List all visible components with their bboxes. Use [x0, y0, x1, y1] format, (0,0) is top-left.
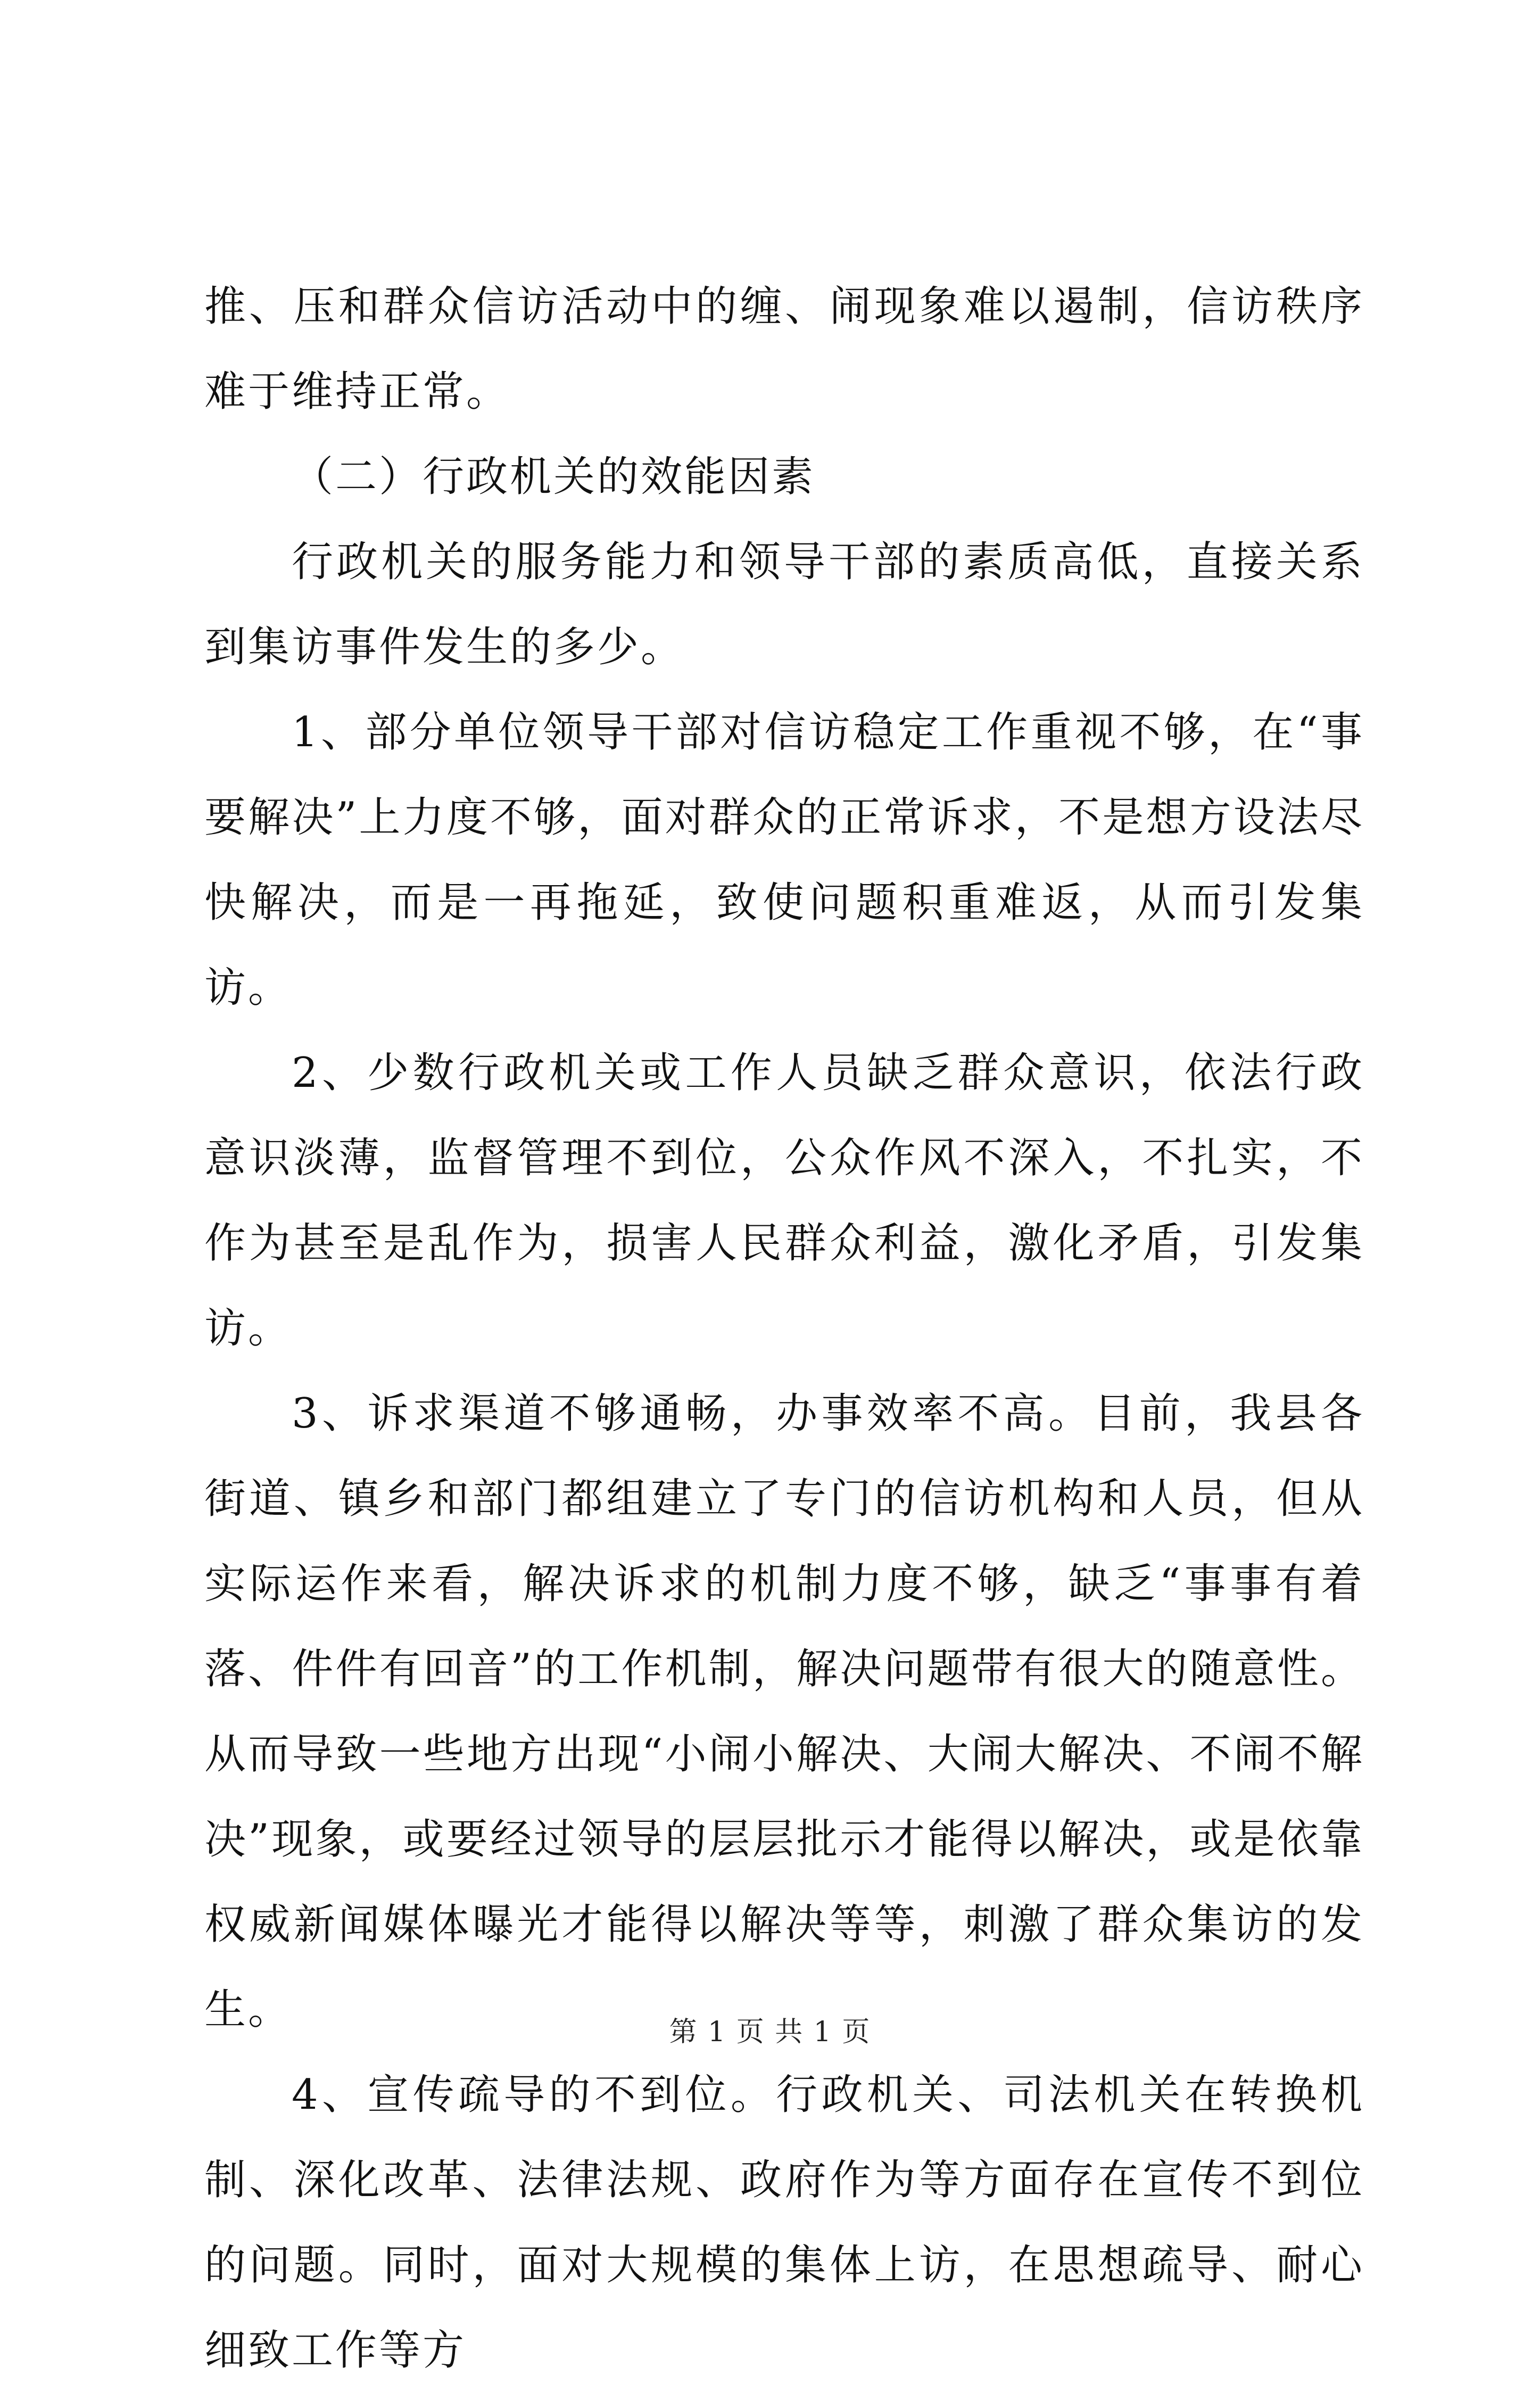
paragraph-point-4: 4、宣传疏导的不到位。行政机关、司法机关在转换机制、深化改革、法律法规、政府作为等方面存在宣传不到位的问题。同时，面对大规模的集体上访，在思想疏导、耐心细致工作等方	[204, 2071, 1364, 2374]
paragraph-point-1: 1、部分单位领导干部对信访稳定工作重视不够，在“事要解决”上力度不够，面对群众的正常诉求，不是想方设法尽快解决，而是一再拖延，致使问题积重难返，从而引发集访。	[204, 708, 1364, 1012]
paragraph-continuation: 推、压和群众信访活动中的缠、闹现象难以遏制，信访秩序难于维持正常。	[204, 283, 1364, 416]
paragraph-intro: 行政机关的服务能力和领导干部的素质高低，直接关系到集访事件发生的多少。	[204, 538, 1364, 671]
document-body	[204, 264, 1364, 2393]
paragraph-point-2: 2、少数行政机关或工作人员缺乏群众意识，依法行政意识淡薄，监督管理不到位，公众作风不深入，不扎实，不作为甚至是乱作为，损害人民群众利益，激化矛盾，引发集访。	[204, 1049, 1364, 1352]
section-heading: （二）行政机关的效能因素	[292, 453, 816, 501]
paragraph-point-3: 3、诉求渠道不够通畅，办事效率不高。目前，我县各街道、镇乡和部门都组建立了专门的信访机构和人员，但从实际运作来看，解决诉求的机制力度不够，缺乏“事事有着落、件件有回音”的工作机制，解决问题带有很大的随意性。从而导致一些地方出现“小闹小解决、大闹大解决、不闹不解决”现象，或要经过领导的层层批示才能得以解决，或是依靠权威新闻媒体曝光才能得以解决等等，刺激了群众集访的发生。	[204, 1390, 1364, 2034]
page-footer: 第 1 页 共 1 页	[669, 2016, 871, 2048]
